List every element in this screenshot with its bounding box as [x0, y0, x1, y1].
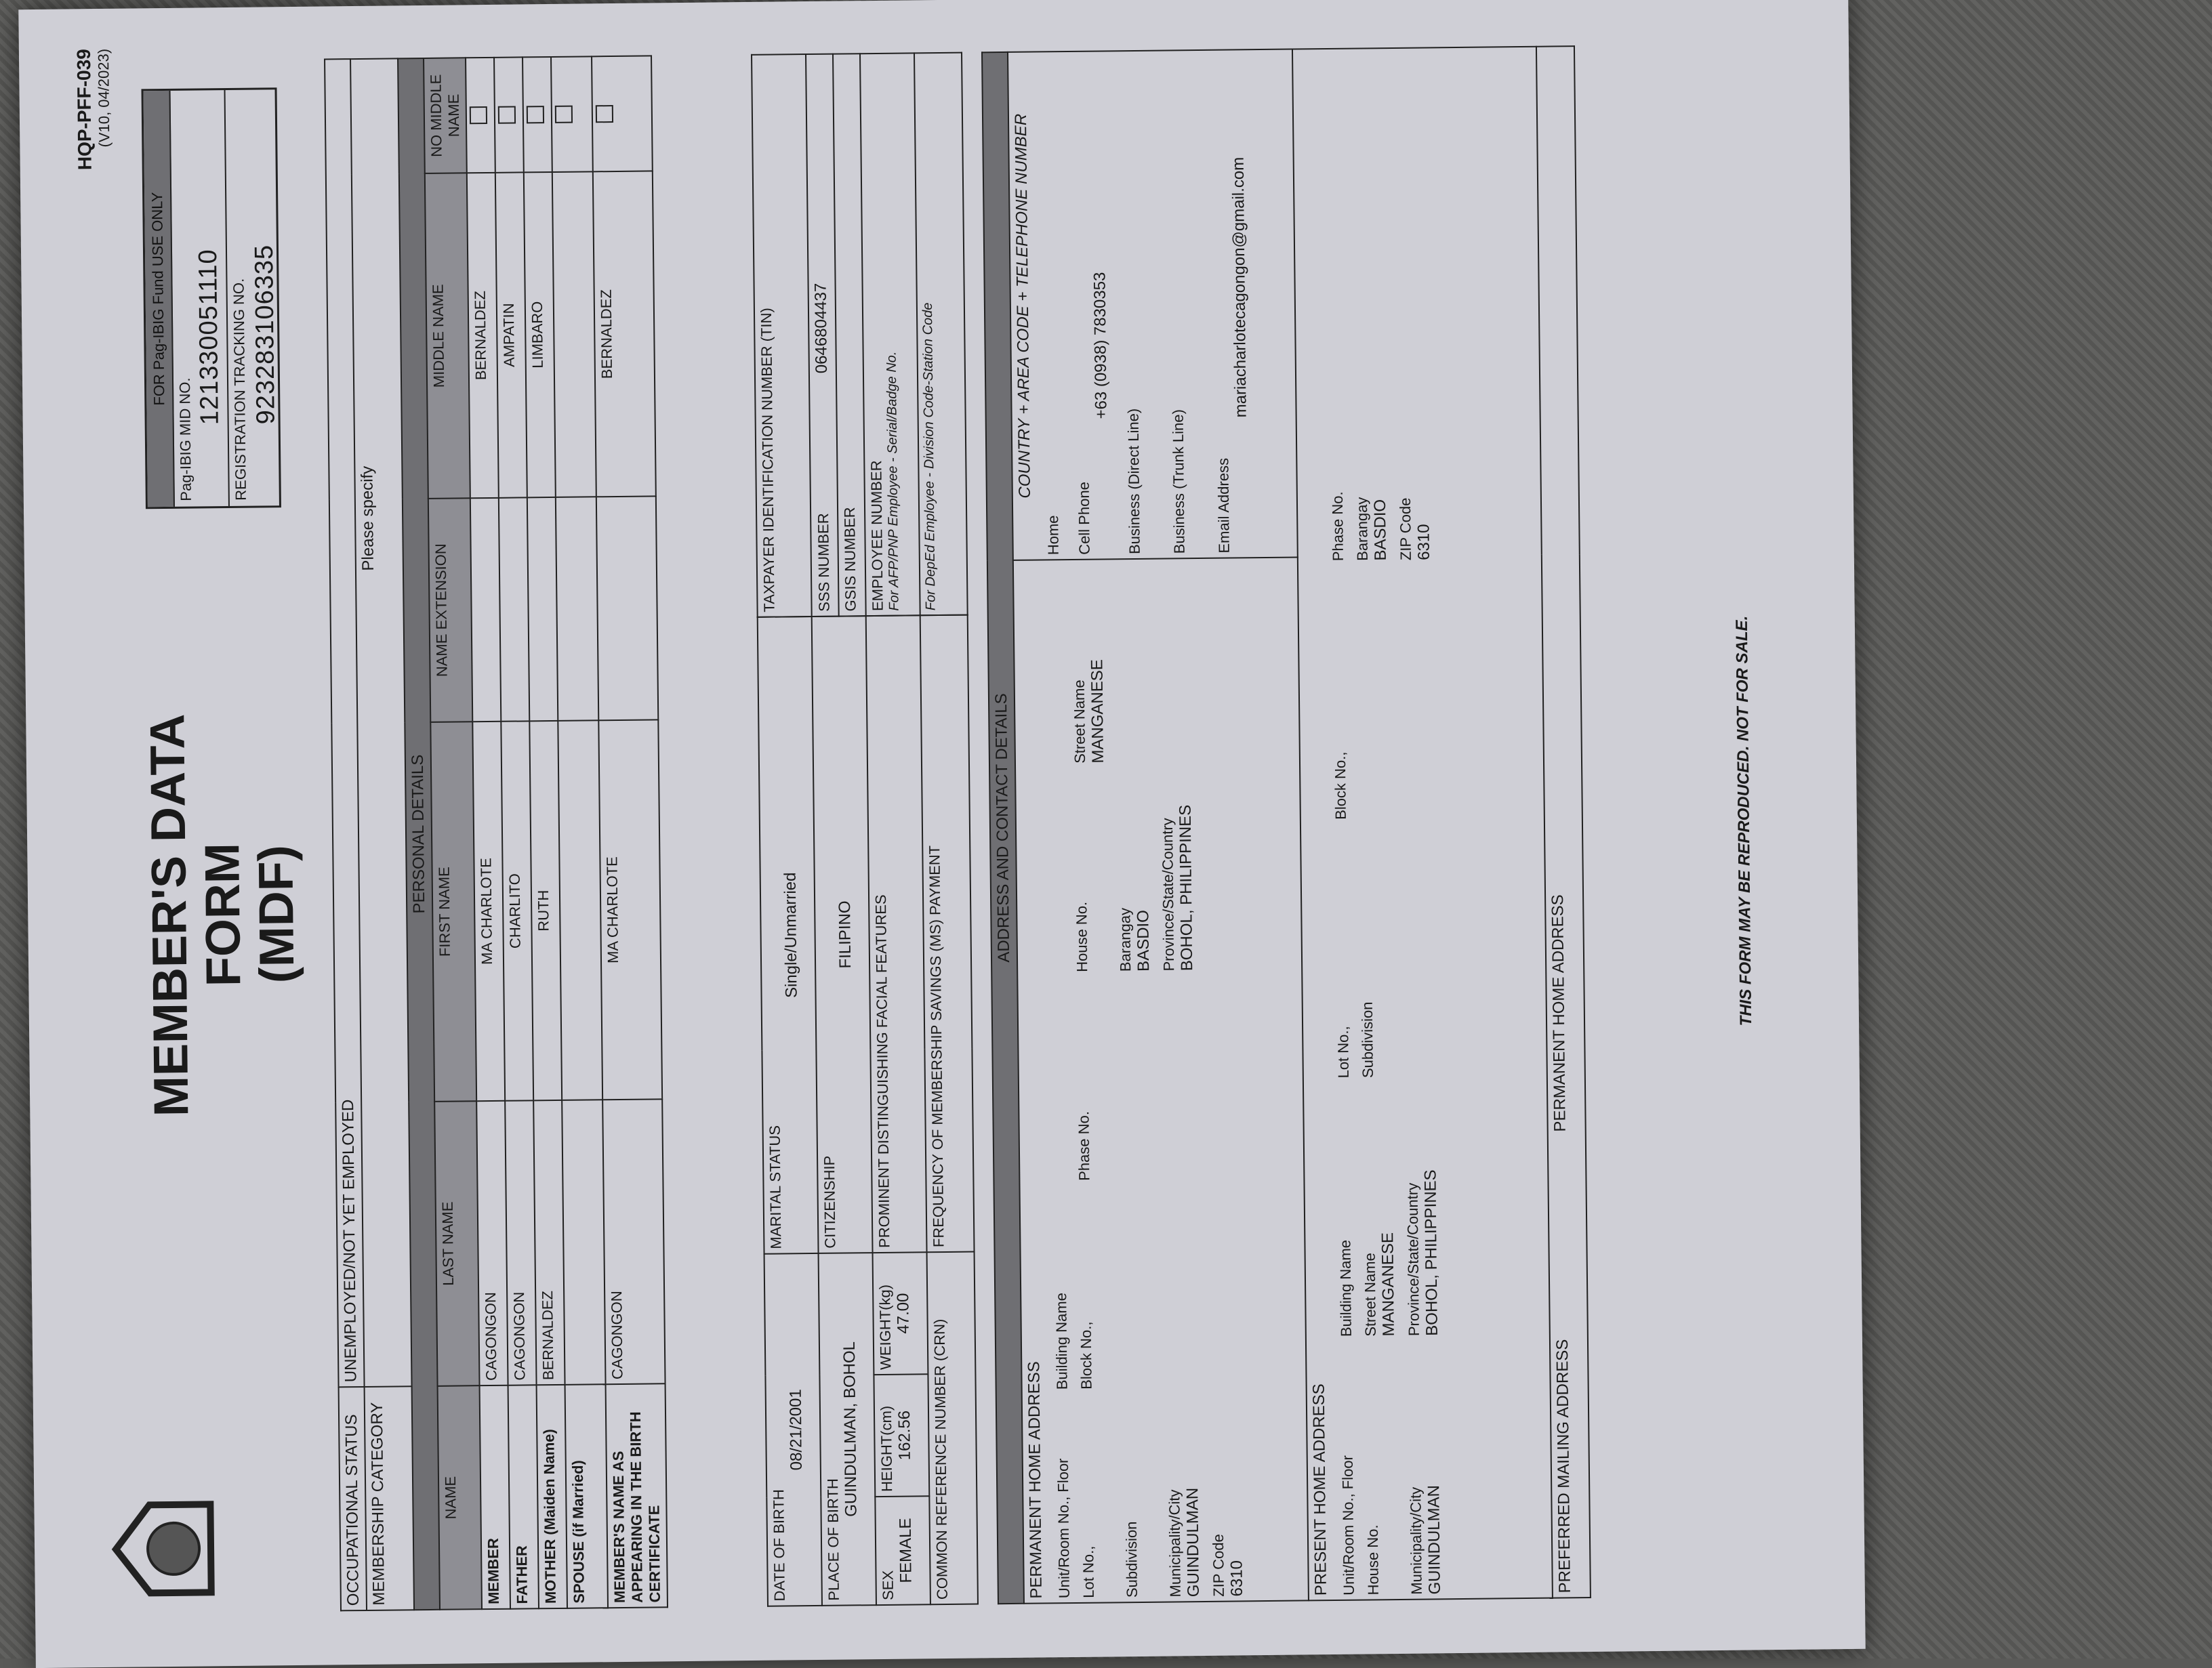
- first-name-value: CHARLITO: [501, 721, 533, 1100]
- middle-name-value: AMPATIN: [495, 172, 527, 497]
- mailing-address-value: PERMANENT HOME ADDRESS: [1549, 894, 1570, 1132]
- cell-phone-label: Cell Phone: [1075, 482, 1093, 555]
- row-label: FATHER: [508, 1385, 539, 1608]
- last-name-value: CAGONGON: [602, 1099, 665, 1384]
- municipality-label: Municipality/City: [1166, 1489, 1184, 1598]
- dob-value: 08/21/2001: [786, 1389, 806, 1471]
- occupational-status-label: OCCUPATIONAL STATUS: [339, 1387, 367, 1610]
- col-no-middle-name: NO MIDDLE NAME: [424, 58, 467, 173]
- form-version: (V10, 04/2023): [94, 48, 113, 148]
- ms-frequency-label: FREQUENCY OF MEMBERSHIP SAVINGS (MS) PAYMENT: [920, 615, 975, 1253]
- col-name-extension: NAME EXTENSION: [428, 498, 472, 722]
- government-ids-table: [751, 52, 968, 618]
- subdivision-label: Subdivision: [1122, 1521, 1141, 1598]
- form-code: [73, 49, 114, 171]
- middle-name-value: [552, 171, 596, 497]
- personal-details-table: [324, 55, 668, 1611]
- pob-value: GUINDULMAN, BOHOL: [840, 1341, 861, 1517]
- present-address-label: PRESENT HOME ADDRESS: [1309, 1383, 1330, 1596]
- name-extension-value: [596, 496, 658, 720]
- height-label: HEIGHT(cm): [877, 1405, 896, 1493]
- paper-sheet: [18, 0, 1865, 1668]
- marital-status-value: Single/Unmarried: [781, 872, 801, 999]
- form-code-text: HQP-PFF-039: [73, 49, 96, 171]
- barangay-label: Barangay: [1353, 497, 1371, 561]
- dob-label: DATE OF BIRTH: [770, 1489, 788, 1602]
- pagibig-logo: [108, 1497, 218, 1600]
- employee-number-label: EMPLOYEE NUMBER: [867, 460, 886, 612]
- mid-row: [171, 90, 230, 507]
- email-label: Email Address: [1214, 457, 1233, 554]
- block-label: Block No.,: [1331, 751, 1349, 820]
- rtn-label: REGISTRATION TRACKING NO.: [230, 278, 249, 501]
- middle-name-value: LIMBARO: [524, 172, 556, 497]
- home-phone-label: Home: [1044, 515, 1062, 556]
- present-address-cell: [1292, 47, 1553, 1601]
- row-label: MEMBER'S NAME AS APPEARING IN THE BIRTH CERTIFICATE: [606, 1383, 668, 1608]
- first-name-value: RUTH: [529, 721, 562, 1100]
- gsis-label: GSIS NUMBER: [833, 54, 866, 616]
- no-middle-name-checkbox[interactable]: [527, 106, 544, 123]
- row-label: MEMBER: [480, 1385, 510, 1609]
- municipality-label: Municipality/City: [1407, 1486, 1425, 1595]
- no-middle-name-checkbox[interactable]: [596, 105, 613, 123]
- last-name-value: CAGONGON: [505, 1100, 536, 1385]
- citizenship-label: CITIZENSHIP: [821, 1155, 839, 1249]
- crn-label: COMMON REFERENCE NUMBER (CRN): [927, 1252, 978, 1605]
- street-label: Street Name: [1070, 680, 1088, 764]
- address-section-title: ADDRESS AND CONTACT DETAILS: [982, 52, 1024, 1604]
- footer-note: THIS FORM MAY BE REPRODUCED. NOT FOR SALE.: [1732, 615, 1756, 1026]
- col-first-name: FIRST NAME: [430, 722, 476, 1102]
- business-trunk-label: Business (Trunk Line): [1169, 409, 1188, 554]
- rtn-value: 923283106335: [249, 244, 281, 425]
- municipality-value: GUINDULMAN: [1183, 1487, 1203, 1598]
- title-line-1: MEMBER'S DATA FORM: [140, 713, 251, 1117]
- col-middle-name: MIDDLE NAME: [425, 173, 470, 499]
- street-value: MANGANESE: [1378, 1232, 1398, 1337]
- no-middle-name-checkbox[interactable]: [498, 106, 516, 124]
- fund-use-only-box: [141, 87, 281, 509]
- subdivision-label: Subdivision: [1358, 1001, 1376, 1079]
- permanent-address-label: PERMANENT HOME ADDRESS: [1025, 1361, 1046, 1599]
- sex-value: FEMALE: [896, 1518, 916, 1583]
- name-extension-value: [556, 497, 598, 721]
- deped-note: For DepEd Employee - Division Code-Station Code: [914, 53, 968, 616]
- street-value: MANGANESE: [1088, 659, 1107, 764]
- municipality-value: GUINDULMAN: [1425, 1484, 1444, 1595]
- first-name-value: [558, 720, 602, 1100]
- barangay-label: Barangay: [1116, 907, 1134, 972]
- please-specify: Please specify: [350, 58, 412, 1387]
- name-extension-value: [499, 497, 529, 721]
- middle-name-value: BERNALDEZ: [467, 173, 499, 498]
- tin-label: TAXPAYER IDENTIFICATION NUMBER (TIN): [752, 54, 812, 617]
- name-extension-value: [527, 497, 558, 721]
- cell-phone-value: +63 (0938) 7830353: [1090, 272, 1111, 419]
- zip-label: ZIP Code: [1209, 1534, 1227, 1597]
- house-label: House No.: [1364, 1524, 1382, 1596]
- form-title: [141, 677, 307, 1152]
- last-name-value: CAGONGON: [476, 1101, 508, 1385]
- building-label: Building Name: [1052, 1292, 1071, 1390]
- afp-pnp-note: For AFP/PNP Employee - Serial/Badge No.: [884, 351, 902, 611]
- last-name-value: [562, 1100, 605, 1385]
- mid-label: Pag-IBIG MID NO.: [176, 377, 194, 501]
- contact-cell: [1008, 49, 1298, 560]
- mailing-address-label: PREFERRED MAILING ADDRESS: [1553, 1339, 1574, 1593]
- sss-label: SSS NUMBER: [815, 513, 833, 612]
- weight-value: 47.00: [894, 1293, 913, 1334]
- email-value: mariacharlotecagongon@gmail.com: [1229, 157, 1250, 418]
- sss-value: 0646804437: [811, 283, 831, 374]
- occupational-status-value: UNEMPLOYED/NOT YET EMPLOYED: [325, 59, 365, 1387]
- title-line-2: (MDF): [249, 844, 305, 984]
- unit-label: Unit/Room No., Floor: [1054, 1458, 1073, 1599]
- phase-label: Phase No.: [1328, 491, 1347, 562]
- barangay-value: BASDIO: [1134, 910, 1153, 972]
- pob-label: PLACE OF BIRTH: [824, 1478, 842, 1601]
- marital-status-label: MARITAL STATUS: [766, 1125, 785, 1249]
- province-value: BOHOL, PHILIPPINES: [1176, 804, 1197, 972]
- business-direct-label: Business (Direct Line): [1124, 408, 1143, 555]
- street-label: Street Name: [1361, 1253, 1379, 1337]
- province-label: Province/State/Country: [1404, 1182, 1422, 1337]
- personal-info-table: [757, 614, 979, 1607]
- province-label: Province/State/Country: [1158, 818, 1178, 972]
- house-label: House No.: [1073, 901, 1091, 972]
- citizenship-value: FILIPINO: [836, 900, 855, 969]
- col-last-name: LAST NAME: [434, 1101, 479, 1386]
- lot-label: Lot No.,: [1334, 1026, 1352, 1079]
- contact-header: COUNTRY + AREA CODE + TELEPHONE NUMBER: [1011, 113, 1034, 499]
- middle-name-value: BERNALDEZ: [593, 171, 656, 497]
- unit-label: Unit/Room No., Floor: [1338, 1455, 1357, 1596]
- zip-value: 6310: [1414, 524, 1433, 561]
- block-label: Block No.,: [1077, 1321, 1095, 1390]
- first-name-value: MA CHARLOTE: [472, 722, 505, 1101]
- rtn-row: [226, 89, 285, 506]
- membership-category-label: MEMBERSHIP CATEGORY: [365, 1386, 414, 1610]
- lot-label: Lot No.,: [1080, 1545, 1097, 1598]
- member-data-form: [73, 31, 1811, 1627]
- row-label: SPOUSE (if Married): [565, 1384, 608, 1608]
- province-value: BOHOL, PHILIPPINES: [1421, 1169, 1441, 1336]
- facial-features-label: PROMINENT DISTINGUISHING FACIAL FEATURES: [866, 615, 927, 1253]
- weight-label: WEIGHT(kg): [876, 1284, 895, 1371]
- zip-label: ZIP Code: [1396, 497, 1414, 561]
- mid-value: 121330051110: [193, 249, 224, 425]
- address-contact-table: [981, 45, 1591, 1604]
- zip-value: 6310: [1227, 1560, 1246, 1597]
- sex-label: SEX: [879, 1570, 897, 1601]
- use-only-caption: FOR Pag-IBIG Fund USE ONLY: [144, 91, 175, 507]
- barangay-value: BASDIO: [1370, 499, 1390, 561]
- no-middle-name-checkbox[interactable]: [555, 106, 573, 123]
- height-value: 162.56: [895, 1410, 914, 1461]
- row-label: MOTHER (Maiden Name): [537, 1385, 567, 1608]
- no-middle-name-checkbox[interactable]: [470, 106, 487, 124]
- first-name-value: MA CHARLOTE: [598, 720, 662, 1100]
- personal-details-title: PERSONAL DETAILS: [398, 58, 440, 1610]
- building-label: Building Name: [1336, 1239, 1355, 1337]
- phase-label: Phase No.: [1075, 1110, 1093, 1181]
- col-name: NAME: [438, 1385, 482, 1610]
- last-name-value: BERNALDEZ: [533, 1100, 565, 1385]
- permanent-address-cell: [1013, 557, 1309, 1603]
- name-extension-value: [470, 498, 501, 722]
